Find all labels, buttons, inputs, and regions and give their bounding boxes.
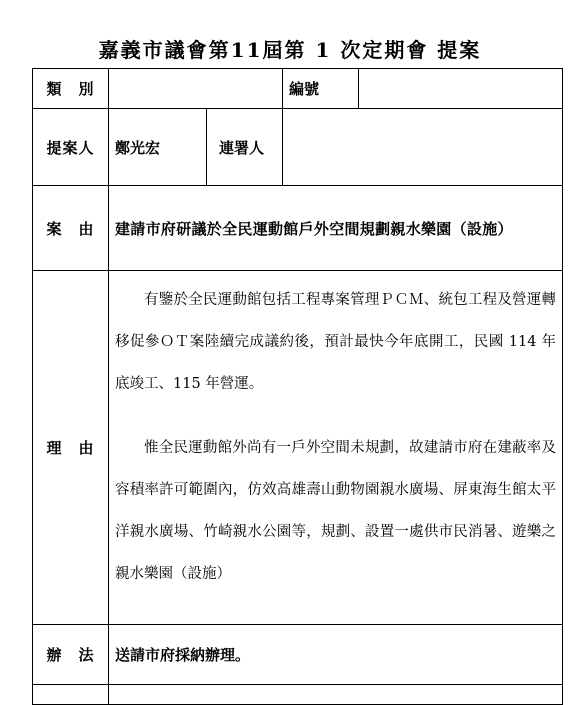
category-row	[33, 69, 563, 109]
method-label: 辦 法	[33, 625, 109, 685]
trailing-cell-left	[33, 685, 109, 705]
subject-row	[33, 186, 563, 271]
document-title: 嘉義市議會第11屆第 1 次定期會 提案	[98, 38, 482, 62]
trailing-row	[33, 685, 563, 705]
reason-row	[33, 271, 563, 625]
subject-label: 案 由	[33, 186, 109, 271]
category-label: 類 別	[33, 69, 109, 109]
reason-paragraph: 惟全民運動館外尚有一戶外空間未規劃，故建請市府在建蔽率及容積率許可範圍內，仿效高雄壽山動物園親水廣場、屏東海生館太平洋親水廣場、竹崎親水公園等，規劃、設置一處供市民消暑、遊樂之親水樂園（設施）	[115, 440, 556, 582]
cosigner-value	[283, 109, 563, 186]
number-value	[359, 69, 563, 109]
proposer-value: 鄭光宏	[109, 109, 207, 186]
proposer-row	[33, 109, 563, 186]
reason-content	[109, 271, 563, 625]
reason-label: 理 由	[33, 271, 109, 625]
proposal-form-table	[32, 68, 563, 705]
method-row	[33, 625, 563, 685]
reason-paragraph: 有鑒於全民運動館包括工程專案管理ＰＣＭ、統包工程及營運轉移促參ＯＴ案陸續完成議約後，預計最快今年底開工，民國 114 年底竣工、115 年營運。	[115, 292, 556, 392]
category-value	[109, 69, 283, 109]
subject-value: 建請市府研議於全民運動館戶外空間規劃親水樂園（設施）	[109, 186, 563, 271]
number-label: 編號	[283, 69, 359, 109]
proposer-label: 提案人	[33, 109, 109, 186]
method-value: 送請市府採納辦理。	[109, 625, 563, 685]
trailing-cell-right	[109, 685, 563, 705]
cosigner-label: 連署人	[207, 109, 283, 186]
